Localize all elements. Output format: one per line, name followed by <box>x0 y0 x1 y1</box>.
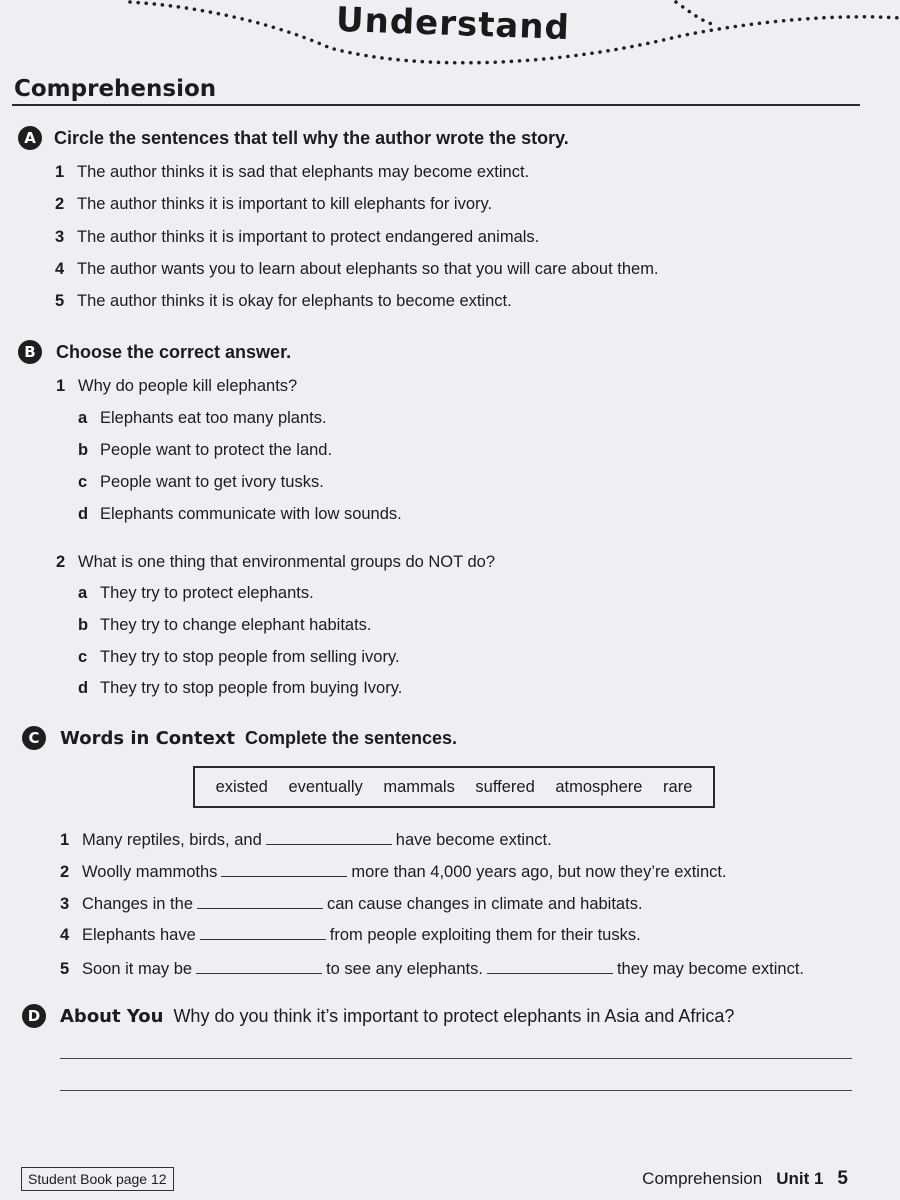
answer-writing-line-1[interactable] <box>60 1058 852 1059</box>
part-c-item-1 <box>60 830 552 850</box>
part-a-item-4[interactable] <box>55 260 659 279</box>
option-letter: c <box>78 648 88 666</box>
word-bank <box>193 766 715 808</box>
part-b-q2-option-c[interactable] <box>78 648 400 667</box>
option-text: They try to protect elephants. <box>100 584 314 602</box>
item-text: The author thinks it is important to protect endangered animals. <box>77 228 540 246</box>
part-a-badge: A <box>18 126 42 150</box>
section-divider <box>12 104 860 106</box>
item-text: The author wants you to learn about elephants so that you will care about them. <box>77 260 659 278</box>
part-b-q2-option-b[interactable] <box>78 616 372 635</box>
section-title: Comprehension <box>14 76 217 102</box>
option-text: People want to protect the land. <box>100 441 333 459</box>
part-d-instruction: Why do you think it’s important to protect elephants in Asia and Africa? <box>173 1006 735 1026</box>
fill-in-blank[interactable] <box>196 959 322 974</box>
item-number: 1 <box>60 831 70 849</box>
part-a-item-2[interactable] <box>55 195 492 214</box>
option-text: People want to get ivory tusks. <box>100 473 324 491</box>
word-bank-word: rare <box>663 777 693 796</box>
part-b-q1-option-d[interactable] <box>78 505 402 524</box>
part-a-item-5[interactable] <box>55 292 512 311</box>
option-text: They try to stop people from selling ivory. <box>100 648 400 666</box>
item-text-after: more than 4,000 years ago, but now they’re extinct. <box>351 863 727 881</box>
question-number: 1 <box>56 377 66 395</box>
part-c-item-3 <box>60 894 643 914</box>
word-bank-word: mammals <box>383 777 455 796</box>
question-text: What is one thing that environmental groups do NOT do? <box>78 553 496 571</box>
question-number: 2 <box>56 553 66 571</box>
word-bank-word: atmosphere <box>555 777 643 796</box>
part-d-badge: D <box>22 1004 46 1028</box>
option-text: Elephants communicate with low sounds. <box>100 505 402 523</box>
item-text-after: can cause changes in climate and habitats. <box>327 895 643 913</box>
option-letter: a <box>78 584 88 602</box>
part-b-q2-option-d[interactable] <box>78 679 402 698</box>
item-text-before: Elephants have <box>82 926 196 944</box>
fill-in-blank[interactable] <box>221 862 347 877</box>
question-text: Why do people kill elephants? <box>78 377 298 395</box>
part-d-heading: About You <box>60 1006 164 1027</box>
option-text: Elephants eat too many plants. <box>100 409 327 427</box>
student-book-reference: Student Book page 12 <box>21 1167 174 1191</box>
option-letter: d <box>78 679 89 697</box>
item-number: 3 <box>55 228 65 246</box>
part-b-q1-option-c[interactable] <box>78 473 324 492</box>
part-b-q1-option-a[interactable] <box>78 409 327 428</box>
item-text-after: from people exploiting them for their tusks. <box>329 926 641 944</box>
item-text-after: have become extinct. <box>395 831 552 849</box>
part-c-item-2 <box>60 862 727 882</box>
word-bank-word: suffered <box>475 777 535 796</box>
item-text-before: Soon it may be <box>82 960 193 978</box>
page-number: 5 <box>837 1168 848 1189</box>
part-a-item-3[interactable] <box>55 228 539 247</box>
part-c-badge: C <box>22 726 46 750</box>
item-text: The author thinks it is okay for elephants to become extinct. <box>77 292 512 310</box>
part-a-item-1[interactable] <box>55 163 529 182</box>
part-b-instruction: Choose the correct answer. <box>56 342 292 362</box>
fill-in-blank[interactable] <box>266 830 392 845</box>
part-c-item-4 <box>60 925 641 945</box>
item-text: The author thinks it is important to kill elephants for ivory. <box>77 195 493 213</box>
fill-in-blank[interactable] <box>197 894 323 909</box>
item-number: 5 <box>55 292 65 310</box>
option-letter: a <box>78 409 88 427</box>
part-c-heading: Words in Context <box>60 728 235 749</box>
part-c-instruction: Complete the sentences. <box>245 728 458 748</box>
item-number: 2 <box>55 195 65 213</box>
item-text-before: Woolly mammoths <box>82 863 218 881</box>
option-text: They try to stop people from buying Ivory. <box>100 679 403 697</box>
item-number: 1 <box>55 163 65 181</box>
part-a-instruction: Circle the sentences that tell why the author wrote the story. <box>54 128 569 148</box>
item-text-after: they may become extinct. <box>616 960 805 978</box>
part-b-question-2 <box>56 553 495 572</box>
part-c-item-5 <box>60 959 804 979</box>
item-text-before: Changes in the <box>82 895 193 913</box>
word-bank-word: existed <box>215 777 268 796</box>
banner-title: Understand <box>335 0 571 49</box>
item-number: 4 <box>55 260 65 278</box>
item-text-before: Many reptiles, birds, and <box>82 831 262 849</box>
part-b-q2-option-a[interactable] <box>78 584 314 603</box>
part-b-question-1 <box>56 377 297 396</box>
fill-in-blank[interactable] <box>200 925 326 940</box>
option-letter: c <box>78 473 88 491</box>
footer-page-info <box>642 1168 848 1190</box>
footer-section-name: Comprehension <box>642 1169 763 1188</box>
part-c-instruction-row <box>60 728 457 749</box>
item-text-middle: to see any elephants. <box>326 960 483 978</box>
footer-unit: Unit 1 <box>776 1169 824 1188</box>
item-number: 5 <box>60 960 70 978</box>
option-letter: b <box>78 616 89 634</box>
option-text: They try to change elephant habitats. <box>100 616 372 634</box>
option-letter: d <box>78 505 89 523</box>
item-number: 3 <box>60 895 70 913</box>
item-number: 2 <box>60 863 70 881</box>
answer-writing-line-2[interactable] <box>60 1090 852 1091</box>
part-b-badge: B <box>18 340 42 364</box>
word-bank-word: eventually <box>288 777 363 796</box>
part-b-q1-option-b[interactable] <box>78 441 332 460</box>
fill-in-blank[interactable] <box>487 959 613 974</box>
item-number: 4 <box>60 926 70 944</box>
part-d-instruction-row <box>60 1006 734 1027</box>
option-letter: b <box>78 441 89 459</box>
item-text: The author thinks it is sad that elephants may become extinct. <box>77 163 530 181</box>
